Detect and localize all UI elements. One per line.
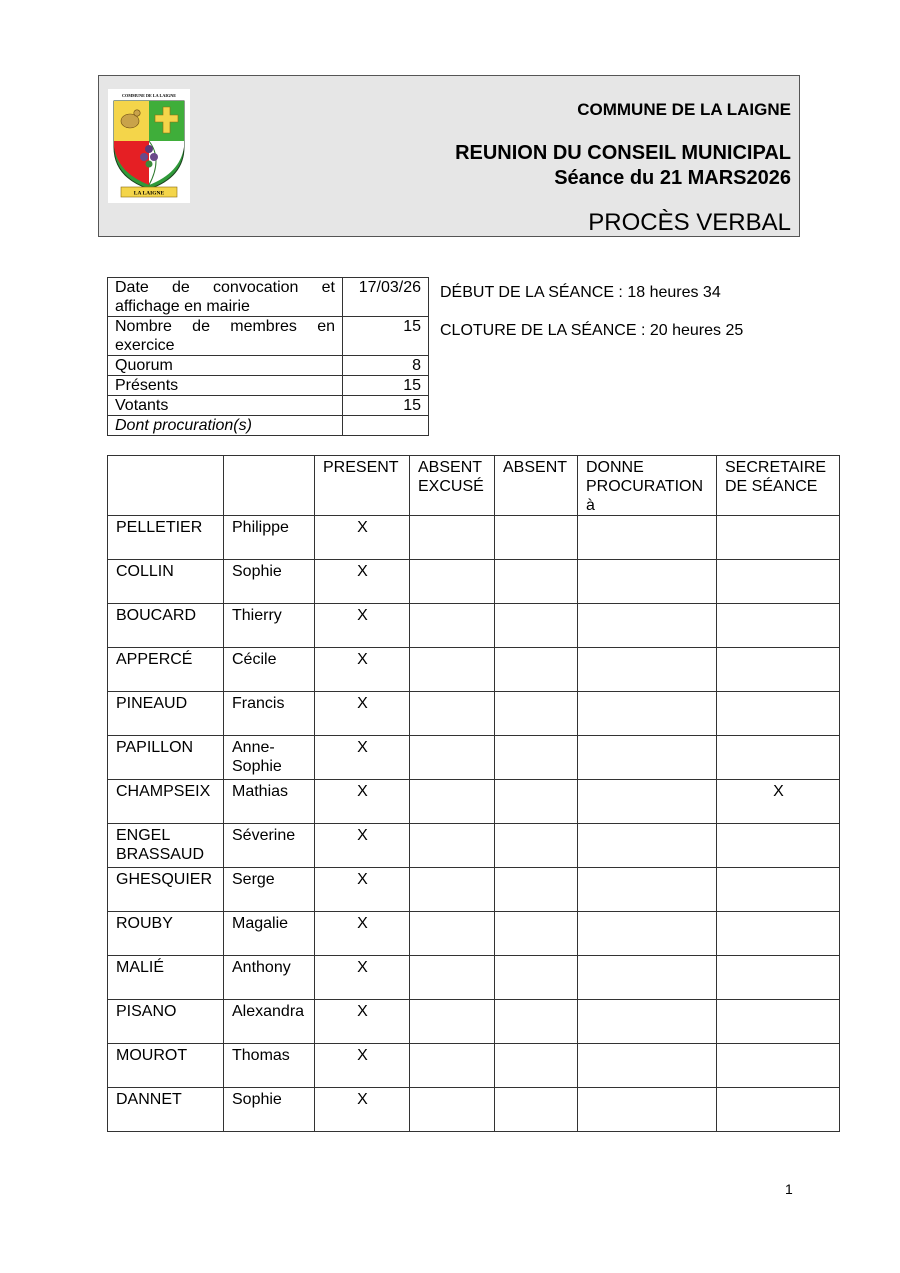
present-mark: X xyxy=(315,648,410,692)
table-row xyxy=(108,956,840,1000)
header-absent-excused: ABSENT EXCUSÉ xyxy=(410,456,495,516)
absent-excused-mark xyxy=(410,692,495,736)
proxy-cell xyxy=(578,868,717,912)
proxy-cell xyxy=(578,912,717,956)
table-row xyxy=(108,780,840,824)
table-row xyxy=(108,692,840,736)
header-box xyxy=(98,75,800,237)
absent-excused-mark xyxy=(410,912,495,956)
proxy-cell xyxy=(578,736,717,780)
secretary-mark xyxy=(717,736,840,780)
proxies-value xyxy=(343,416,429,436)
convocation-value: 17/03/26 xyxy=(343,278,429,317)
summary-row xyxy=(108,376,429,396)
secretary-mark xyxy=(717,1000,840,1044)
member-first-name: Alexandra xyxy=(224,1000,315,1044)
attendance-table xyxy=(107,455,840,1132)
table-row xyxy=(108,1088,840,1132)
voters-value: 15 xyxy=(343,396,429,416)
secretary-mark xyxy=(717,956,840,1000)
member-first-name: Serge xyxy=(224,868,315,912)
convocation-label: Date de convocation et affichage en mairie xyxy=(108,278,343,317)
proxy-cell xyxy=(578,956,717,1000)
proxy-cell xyxy=(578,648,717,692)
absent-mark xyxy=(495,604,578,648)
secretary-mark xyxy=(717,912,840,956)
member-last-name: PELLETIER xyxy=(108,516,224,560)
proxy-cell xyxy=(578,692,717,736)
secretary-mark xyxy=(717,1088,840,1132)
present-mark: X xyxy=(315,560,410,604)
member-first-name: Sophie xyxy=(224,560,315,604)
table-row xyxy=(108,604,840,648)
header-secretary: SECRETAIRE DE SÉANCE xyxy=(717,456,840,516)
proxy-cell xyxy=(578,1044,717,1088)
summary-row xyxy=(108,278,429,317)
member-first-name: Sophie xyxy=(224,1088,315,1132)
table-row xyxy=(108,736,840,780)
present-mark: X xyxy=(315,956,410,1000)
absent-excused-mark xyxy=(410,956,495,1000)
present-value: 15 xyxy=(343,376,429,396)
table-row xyxy=(108,516,840,560)
member-last-name: MOUROT xyxy=(108,1044,224,1088)
page-number: 1 xyxy=(785,1181,793,1197)
absent-mark xyxy=(495,780,578,824)
proxy-cell xyxy=(578,824,717,868)
absent-excused-mark xyxy=(410,560,495,604)
summary-row xyxy=(108,396,429,416)
present-mark: X xyxy=(315,912,410,956)
absent-excused-mark xyxy=(410,516,495,560)
absent-mark xyxy=(495,516,578,560)
member-first-name: Mathias xyxy=(224,780,315,824)
proxy-cell xyxy=(578,560,717,604)
secretary-mark xyxy=(717,868,840,912)
present-label: Présents xyxy=(108,376,343,396)
member-first-name: Anthony xyxy=(224,956,315,1000)
member-first-name: Magalie xyxy=(224,912,315,956)
header-absent: ABSENT xyxy=(495,456,578,516)
commune-crest-logo xyxy=(108,89,190,203)
present-mark: X xyxy=(315,692,410,736)
absent-excused-mark xyxy=(410,736,495,780)
table-row xyxy=(108,912,840,956)
proxies-label: Dont procuration(s) xyxy=(108,416,343,436)
present-mark: X xyxy=(315,604,410,648)
member-last-name: PISANO xyxy=(108,1000,224,1044)
present-mark: X xyxy=(315,736,410,780)
summary-row xyxy=(108,416,429,436)
commune-name: COMMUNE DE LA LAIGNE xyxy=(577,100,791,119)
proxy-cell xyxy=(578,516,717,560)
summary-row xyxy=(108,317,429,356)
member-last-name: GHESQUIER xyxy=(108,868,224,912)
absent-mark xyxy=(495,736,578,780)
secretary-mark xyxy=(717,1044,840,1088)
absent-mark xyxy=(495,868,578,912)
member-last-name: ENGEL BRASSAUD xyxy=(108,824,224,868)
present-mark: X xyxy=(315,1000,410,1044)
proxy-cell xyxy=(578,1088,717,1132)
session-end-time: CLOTURE DE LA SÉANCE : 20 heures 25 xyxy=(440,322,744,339)
member-last-name: CHAMPSEIX xyxy=(108,780,224,824)
member-last-name: PAPILLON xyxy=(108,736,224,780)
secretary-mark xyxy=(717,692,840,736)
voters-label: Votants xyxy=(108,396,343,416)
table-row xyxy=(108,1000,840,1044)
present-mark: X xyxy=(315,1088,410,1132)
header-first-name xyxy=(224,456,315,516)
summary-row xyxy=(108,356,429,376)
crest-top-text: COMMUNE DE LA LAIGNE xyxy=(121,93,177,98)
absent-mark xyxy=(495,560,578,604)
member-first-name: Cécile xyxy=(224,648,315,692)
secretary-mark xyxy=(717,648,840,692)
member-first-name: Thomas xyxy=(224,1044,315,1088)
absent-excused-mark xyxy=(410,868,495,912)
quorum-value: 8 xyxy=(343,356,429,376)
secretary-mark xyxy=(717,516,840,560)
member-last-name: ROUBY xyxy=(108,912,224,956)
absent-excused-mark xyxy=(410,648,495,692)
member-first-name: Philippe xyxy=(224,516,315,560)
secretary-mark xyxy=(717,824,840,868)
quorum-label: Quorum xyxy=(108,356,343,376)
header-last-name xyxy=(108,456,224,516)
member-first-name: Séverine xyxy=(224,824,315,868)
members-label: Nombre de membres en exercice xyxy=(108,317,343,356)
session-start-time: DÉBUT DE LA SÉANCE : 18 heures 34 xyxy=(440,284,721,301)
absent-excused-mark xyxy=(410,604,495,648)
proxy-cell xyxy=(578,1000,717,1044)
absent-mark xyxy=(495,1088,578,1132)
secretary-mark: X xyxy=(717,780,840,824)
meeting-title: REUNION DU CONSEIL MUNICIPAL xyxy=(455,142,791,164)
absent-excused-mark xyxy=(410,1000,495,1044)
absent-mark xyxy=(495,912,578,956)
absent-mark xyxy=(495,648,578,692)
attendance-header-row xyxy=(108,456,840,516)
member-last-name: COLLIN xyxy=(108,560,224,604)
member-last-name: MALIÉ xyxy=(108,956,224,1000)
present-mark: X xyxy=(315,780,410,824)
table-row xyxy=(108,868,840,912)
session-date: Séance du 21 MARS2026 xyxy=(554,167,791,189)
absent-mark xyxy=(495,1044,578,1088)
present-mark: X xyxy=(315,516,410,560)
member-last-name: BOUCARD xyxy=(108,604,224,648)
header-present: PRESENT xyxy=(315,456,410,516)
crest-banner-text: LA LAIGNE xyxy=(133,190,165,197)
present-mark: X xyxy=(315,824,410,868)
absent-mark xyxy=(495,824,578,868)
absent-excused-mark xyxy=(410,780,495,824)
table-row xyxy=(108,560,840,604)
proxy-cell xyxy=(578,604,717,648)
present-mark: X xyxy=(315,868,410,912)
absent-mark xyxy=(495,692,578,736)
secretary-mark xyxy=(717,560,840,604)
document-type: PROCÈS VERBAL xyxy=(588,209,791,236)
table-row xyxy=(108,824,840,868)
table-row xyxy=(108,648,840,692)
absent-excused-mark xyxy=(410,824,495,868)
summary-table xyxy=(107,277,429,436)
proxy-cell xyxy=(578,780,717,824)
member-first-name: Anne-Sophie xyxy=(224,736,315,780)
table-row xyxy=(108,1044,840,1088)
member-first-name: Thierry xyxy=(224,604,315,648)
secretary-mark xyxy=(717,604,840,648)
member-last-name: APPERCÉ xyxy=(108,648,224,692)
absent-mark xyxy=(495,956,578,1000)
absent-excused-mark xyxy=(410,1088,495,1132)
absent-excused-mark xyxy=(410,1044,495,1088)
present-mark: X xyxy=(315,1044,410,1088)
member-first-name: Francis xyxy=(224,692,315,736)
header-proxy: DONNE PROCURATION à xyxy=(578,456,717,516)
absent-mark xyxy=(495,1000,578,1044)
member-last-name: DANNET xyxy=(108,1088,224,1132)
members-value: 15 xyxy=(343,317,429,356)
member-last-name: PINEAUD xyxy=(108,692,224,736)
